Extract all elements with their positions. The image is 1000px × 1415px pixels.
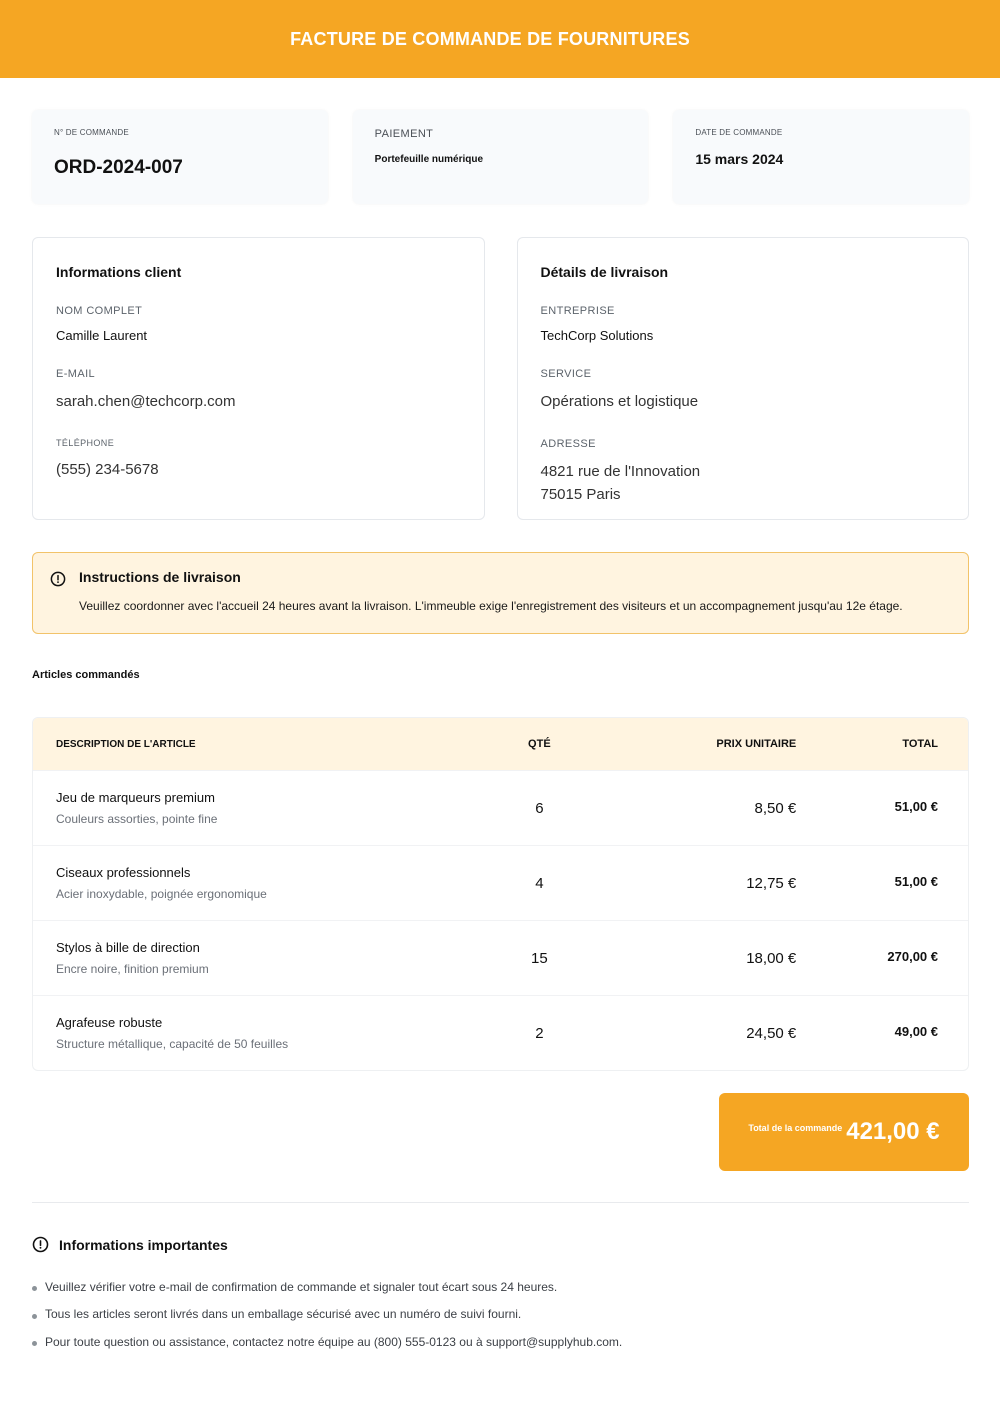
invoice-header — [0, 0, 1000, 78]
item-total: 51,00 € — [894, 798, 938, 814]
service-label: SERVICE — [540, 368, 592, 380]
header-description: DESCRIPTION DE L'ARTICLE — [56, 738, 196, 750]
client-phone-label: TÉLÉPHONE — [56, 438, 115, 448]
client-info-card — [32, 237, 485, 520]
delivery-instructions — [32, 552, 969, 634]
item-unit-price: 24,50 € — [746, 1024, 797, 1042]
table-header — [33, 718, 968, 770]
item-unit-price: 8,50 € — [754, 799, 797, 817]
payment-card — [353, 110, 649, 204]
bullet-icon — [32, 1341, 37, 1346]
item-name: Jeu de marqueurs premium — [56, 790, 215, 805]
item-name: Ciseaux professionnels — [56, 865, 191, 880]
item-description — [33, 865, 482, 901]
alert-circle-icon — [32, 1236, 49, 1253]
item-unit-price: 18,00 € — [746, 949, 797, 967]
service-name: Opérations et logistique — [540, 393, 699, 410]
list-item — [32, 1301, 622, 1329]
item-total: 51,00 € — [894, 873, 938, 889]
item-qty: 6 — [535, 799, 544, 817]
item-qty: 15 — [531, 949, 548, 967]
order-number: ORD-2024-007 — [54, 157, 183, 178]
item-detail: Structure métallique, capacité de 50 feuilles — [56, 1037, 289, 1051]
list-item — [32, 1273, 622, 1301]
client-info-title: Informations client — [56, 264, 182, 280]
client-phone: (555) 234-5678 — [56, 461, 159, 478]
order-date: 15 mars 2024 — [695, 151, 784, 167]
item-total: 49,00 € — [894, 1023, 938, 1039]
client-name: Camille Laurent — [56, 328, 148, 343]
order-number-card — [32, 110, 328, 204]
order-total-box — [719, 1093, 969, 1171]
bullet-icon — [32, 1314, 37, 1319]
company-name: TechCorp Solutions — [540, 328, 654, 343]
order-meta — [32, 110, 969, 204]
item-description — [33, 940, 482, 976]
important-info-title: Informations importantes — [59, 1236, 228, 1253]
item-detail: Encre noire, finition premium — [56, 962, 209, 976]
address-label: ADRESSE — [540, 438, 596, 450]
address-line-2: 75015 Paris — [540, 486, 621, 503]
delivery-details-card — [517, 237, 970, 520]
client-name-label: NOM COMPLET — [56, 305, 143, 317]
list-item-text: Veuillez vérifier votre e-mail de confirmation de commande et signaler tout écart sous 24 heures. — [45, 1279, 558, 1294]
list-item — [32, 1328, 622, 1356]
item-name: Stylos à bille de direction — [56, 940, 200, 955]
instructions-title: Instructions de livraison — [79, 569, 241, 585]
order-date-card — [673, 110, 969, 204]
list-item-text: Tous les articles seront livrés dans un emballage sécurisé avec un numéro de suivi fourni. — [45, 1307, 522, 1322]
item-name: Agrafeuse robuste — [56, 1015, 163, 1030]
client-email: sarah.chen@techcorp.com — [56, 393, 236, 410]
item-detail: Acier inoxydable, poignée ergonomique — [56, 887, 267, 901]
payment-method: Portefeuille numérique — [374, 154, 484, 165]
important-info-list — [32, 1273, 622, 1356]
header-unit-price: PRIX UNITAIRE — [716, 738, 797, 750]
header-total: TOTAL — [902, 738, 938, 750]
delivery-details-title: Détails de livraison — [540, 264, 669, 280]
section-divider — [32, 1202, 969, 1203]
item-qty: 2 — [535, 1024, 544, 1042]
address-line-1: 4821 rue de l'Innovation — [540, 463, 701, 480]
alert-circle-icon — [50, 571, 66, 587]
item-description — [33, 790, 482, 826]
items-table — [32, 717, 969, 1071]
table-row — [33, 845, 968, 920]
item-description — [33, 1015, 482, 1051]
list-item-text: Pour toute question ou assistance, contactez notre équipe au (800) 555-0123 ou à support@supplyhub.com. — [45, 1334, 623, 1349]
address — [541, 460, 946, 506]
info-section — [32, 237, 969, 520]
invoice-title: FACTURE DE COMMANDE DE FOURNITURES — [290, 28, 690, 49]
item-total: 270,00 € — [887, 948, 938, 964]
items-section-title: Articles commandés — [32, 669, 140, 681]
client-email-label: E-MAIL — [56, 368, 96, 380]
bullet-icon — [32, 1286, 37, 1291]
item-qty: 4 — [535, 874, 544, 892]
table-row — [33, 770, 968, 845]
order-number-label: N° DE COMMANDE — [54, 128, 129, 137]
item-unit-price: 12,75 € — [746, 874, 797, 892]
item-detail: Couleurs assorties, pointe fine — [56, 812, 218, 826]
header-qty: QTÉ — [528, 738, 551, 750]
table-row — [33, 920, 968, 995]
order-date-label: DATE DE COMMANDE — [695, 128, 783, 137]
order-total-value: 421,00 € — [846, 1118, 940, 1145]
order-total-label: Total de la commande — [748, 1123, 843, 1133]
company-label: ENTREPRISE — [540, 305, 615, 317]
instructions-text: Veuillez coordonner avec l'accueil 24 heures avant la livraison. L'immeuble exige l'enregistrement des visiteurs et un accompagnement jusqu'au 12e étage. — [79, 599, 903, 613]
payment-label: PAIEMENT — [374, 128, 434, 140]
table-row — [33, 995, 968, 1070]
important-info-header — [32, 1236, 228, 1253]
